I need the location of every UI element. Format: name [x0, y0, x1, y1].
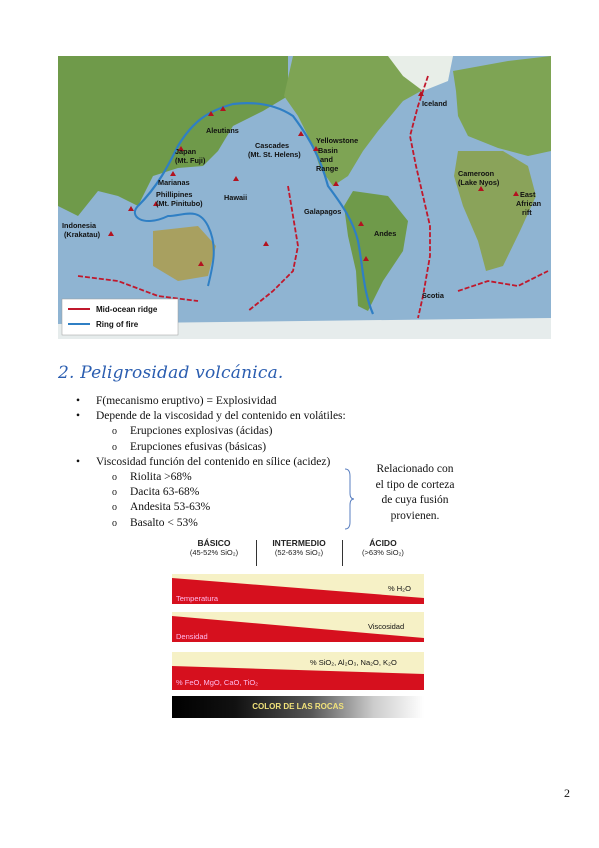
- label-nyos: (Lake Nyos): [458, 178, 500, 187]
- label-pinitubo: (Mt. Pinitubo): [156, 199, 203, 208]
- label-aleutians: Aleutians: [206, 126, 239, 135]
- list-item-text: Viscosidad función del contenido en sílice (acidez): [96, 455, 331, 468]
- sub-item-text: Dacita 63-68%: [130, 486, 200, 499]
- sub-list-item: [70, 500, 346, 515]
- list-item-text: F(mecanismo eruptivo) = Explosividad: [96, 395, 277, 407]
- label-fuji: (Mt. Fuji): [175, 156, 206, 165]
- map-graphic: [58, 56, 551, 339]
- list-item: [70, 409, 346, 424]
- column-divider: [256, 540, 257, 566]
- list-item: [70, 394, 346, 409]
- label-japan: Japan: [175, 147, 197, 156]
- legend-ring-label: Ring of fire: [96, 320, 139, 329]
- column-title: BÁSICO: [197, 538, 231, 548]
- sub-item-text: Riolita >68%: [130, 471, 192, 484]
- label-krakatau: (Krakatau): [64, 230, 101, 239]
- column-basico: [178, 538, 250, 558]
- sub-bullet-icon: o: [112, 426, 117, 438]
- label-helens: (Mt. St. Helens): [248, 150, 301, 159]
- bar1-bottom-label: Temperatura: [176, 594, 219, 603]
- page-number: 2: [564, 786, 570, 800]
- sub-item-text: Erupciones efusivas (básicas): [130, 440, 267, 453]
- column-intermedio: [260, 538, 338, 558]
- note-line: de cuya fusión: [381, 494, 449, 506]
- curly-brace-icon: [344, 468, 354, 530]
- bar1-top-label: % H₂O: [388, 584, 411, 593]
- label-andes: Andes: [374, 229, 397, 238]
- legend-ridge-label: Mid-ocean ridge: [96, 305, 158, 314]
- label-and: and: [320, 155, 333, 164]
- label-rift: rift: [522, 208, 532, 217]
- sub-bullet-icon: o: [112, 441, 117, 453]
- column-divider: [342, 540, 343, 566]
- note-line: el tipo de corteza: [375, 478, 455, 491]
- label-east: East: [520, 190, 536, 199]
- sub-list-item: [70, 470, 346, 485]
- bar2-bottom-label: Densidad: [176, 632, 208, 641]
- column-subtitle: (45-52% SiO₂): [189, 548, 239, 557]
- sub-bullet-icon: o: [112, 502, 117, 514]
- bullet-icon: •: [76, 455, 81, 468]
- sub-list-item: [70, 440, 346, 455]
- label-marianas: Marianas: [158, 178, 190, 187]
- volcano-world-map: [58, 56, 551, 339]
- sub-list-item: [70, 424, 346, 439]
- label-iceland: Iceland: [422, 99, 448, 108]
- sub-list-item: [70, 516, 346, 531]
- note-line: provienen.: [390, 509, 440, 522]
- label-hawaii: Hawaii: [224, 193, 248, 202]
- sub-list-item: [70, 485, 346, 500]
- rock-color-label: COLOR DE LAS ROCAS: [252, 702, 344, 711]
- column-title: INTERMEDIO: [272, 538, 326, 548]
- sub-bullet-icon: o: [112, 517, 117, 529]
- column-subtitle: (52-63% SiO₂): [274, 548, 324, 557]
- label-philippines: Phillipines: [156, 190, 193, 199]
- bullet-icon: •: [76, 395, 81, 407]
- list-item: [70, 455, 346, 470]
- label-indonesia: Indonesia: [62, 221, 97, 230]
- column-title: ÁCIDO: [369, 538, 397, 548]
- list-item-text: Depende de la viscosidad y del contenido en volátiles:: [96, 410, 346, 423]
- sub-item-text: Erupciones explosivas (ácidas): [130, 425, 273, 438]
- side-note: [360, 462, 470, 524]
- bar3-bottom-label: % FeO, MgO, CaO, TiO₂: [176, 678, 259, 687]
- label-yellowstone: Yellowstone: [316, 136, 359, 145]
- sub-item-text: Andesita 53-63%: [130, 501, 211, 514]
- note-line: Relacionado con: [376, 463, 454, 475]
- label-african: African: [516, 199, 542, 208]
- label-range: Range: [316, 164, 339, 173]
- bar2-top-label: Viscosidad: [368, 622, 405, 631]
- label-scotia: Scotia: [422, 291, 444, 300]
- column-acido: [346, 538, 420, 558]
- sub-bullet-icon: o: [112, 487, 117, 499]
- column-subtitle: (>63% SiO₂): [362, 548, 404, 557]
- label-cascades: Cascades: [255, 141, 290, 150]
- label-galapagos: Galapagos: [304, 207, 342, 216]
- sub-item-text: Basalto < 53%: [130, 516, 198, 529]
- bar3-top-label: % SiO₂, Al₂O₃, Na₂O, K₂O: [310, 658, 397, 667]
- rock-color-bar: [172, 696, 424, 718]
- bullet-list: [70, 394, 346, 531]
- label-cameroon: Cameroon: [458, 169, 495, 178]
- section-heading: 2. Peligrosidad volcánica.: [58, 363, 284, 383]
- sub-bullet-icon: o: [112, 472, 117, 484]
- label-basin: Basin: [318, 146, 338, 155]
- magma-composition-diagram: [172, 538, 424, 720]
- bullet-icon: •: [76, 410, 81, 423]
